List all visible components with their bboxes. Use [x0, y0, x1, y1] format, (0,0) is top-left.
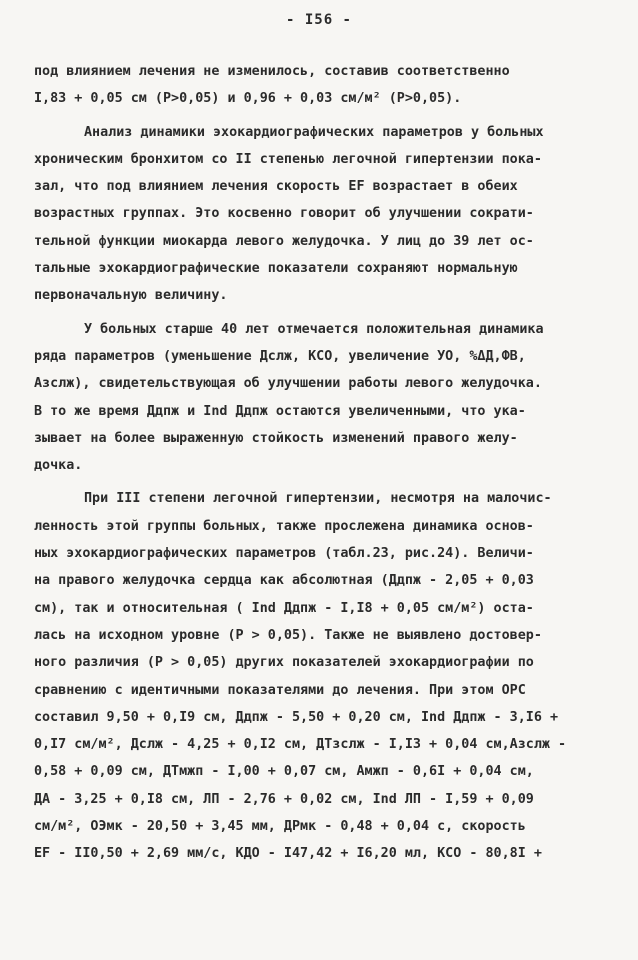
text-line: I,83 + 0,05 см (P>0,05) и 0,96 + 0,03 см/м² (P>0,05). [34, 91, 462, 107]
body-text [34, 58, 608, 868]
text-line: EF - II0,50 + 2,69 мм/с, КДО - I47,42 + I6,20 мл, КСО - 80,8I + [34, 846, 542, 862]
page-number: - I56 - [285, 12, 352, 28]
text-line: дочка. [34, 458, 83, 474]
text-line: В то же время Ддпж и Ind Ддпж остаются увеличенными, что ука- [34, 403, 526, 419]
text-line: возрастных группах. Это косвенно говорит об улучшении сократи- [34, 206, 534, 222]
text-line: первоначальную величину. [34, 288, 228, 304]
text-line: тальные эхокардиографические показатели сохраняют нормальную [34, 261, 518, 277]
text-line: Анализ динамики эхокардиографических параметров у больных [84, 124, 544, 140]
text-line: под влиянием лечения не изменилось, составив соответственно [34, 64, 510, 79]
text-line: 0,58 + 0,09 см, ДТмжп - I,00 + 0,07 см, Амжп - 0,6I + 0,04 см, [34, 764, 534, 780]
text-line: составил 9,50 + 0,I9 см, Ддпж - 5,50 + 0,20 см, Ind Ддпж - 3,I6 + [34, 709, 559, 725]
text-line: на правого желудочка сердца как абсолютная (Ддпж - 2,05 + 0,03 [34, 573, 534, 589]
text-line: ряда параметров (уменьшение Дслж, КСО, увеличение УО, %ΔД,ФВ, [34, 348, 526, 364]
text-line: см), так и относительная ( Ind Ддпж - I,I8 + 0,05 см/м²) оста- [34, 600, 534, 616]
text-line: см/м², ОЭмк - 20,50 + 3,45 мм, ДРмк - 0,48 + 0,04 с, скорость [34, 819, 526, 835]
text-line: При III степени легочной гипертензии, несмотря на малочис- [84, 491, 552, 507]
text-line: лась на исходном уровне (P > 0,05). Также не выявлено достовер- [34, 627, 542, 643]
text-line: сравнению с идентичными показателями до лечения. При этом ОРС [34, 682, 526, 698]
text-line: ных эхокардиографических параметров (табл.23, рис.24). Величи- [34, 546, 534, 562]
text-line: ного различия (P > 0,05) других показателей эхокардиографии по [34, 655, 534, 671]
text-line: Азслж), свидетельствующая об улучшении работы левого желудочка. [34, 376, 542, 392]
text-line: У больных старше 40 лет отмечается положительная динамика [84, 321, 544, 337]
text-line: ленность этой группы больных, также прослежена динамика основ- [34, 518, 534, 534]
text-line: зывает на более выраженную стойкость изменений правого желу- [34, 430, 518, 446]
text-line: зал, что под влиянием лечения скорость EF возрастает в обеих [34, 179, 518, 195]
text-line: ДА - 3,25 + 0,I8 см, ЛП - 2,76 + 0,02 см, Ind ЛП - I,59 + 0,09 [34, 791, 534, 807]
text-line: тельной функции миокарда левого желудочка. У лиц до 39 лет ос- [34, 233, 534, 249]
text-line: 0,I7 см/м², Дслж - 4,25 + 0,I2 см, ДТзслж - I,I3 + 0,04 см,Азслж - [34, 737, 567, 753]
text-line: хроническим бронхитом со II степенью легочной гипертензии пока- [34, 151, 542, 167]
